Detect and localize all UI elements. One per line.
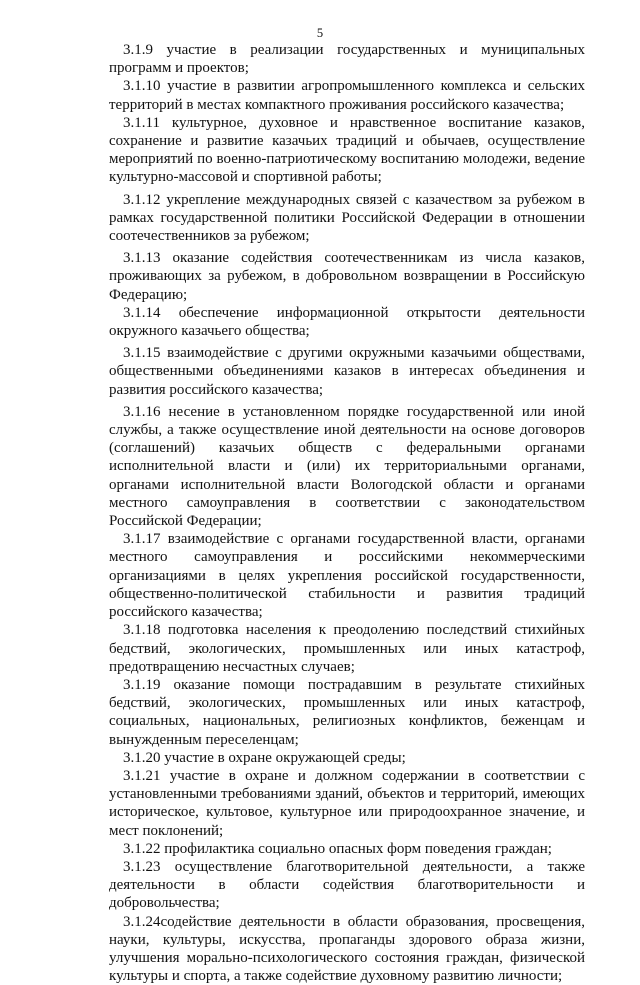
paragraph-3-1-15: 3.1.15 взаимодействие с другими окружными казачьими обществами, общественными объединениями казаков в интересах объединения и развития российского казачества; — [109, 345, 585, 398]
paragraph-3-1-18: 3.1.18 подготовка населения к преодолению последствий стихийных бедствий, экологических, промышленных или иных катастроф, предотвращению несчастных случаев; — [109, 622, 585, 675]
paragraph-3-1-17: 3.1.17 взаимодействие с органами государственной власти, органами местного самоуправления и российскими некоммерческими организациями в целях укрепления российской государственности, общественно-политической стабильности и развития традиций российского казачества; — [109, 531, 585, 621]
paragraph-3-1-12: 3.1.12 укрепление международных связей с казачеством за рубежом в рамках государственной политики Российской Федерации в отношении соотечественников за рубежом; — [109, 191, 585, 245]
paragraph-3-1-23: 3.1.23 осуществление благотворительной деятельности, а также деятельности в области содействия благотворительности и добровольчества; — [109, 858, 585, 912]
paragraph-3-1-21: 3.1.21 участие в охране и должном содержании в соответствии с установленными требованиями зданий, объектов и территорий, имеющих историческое, культовое, культурное или природоохранное значение, и мест поклонений; — [109, 767, 585, 839]
paragraph-3-1-11: 3.1.11 культурное, духовное и нравственное воспитание казаков, сохранение и развитие казачьих традиций и обычаев, осуществление мероприятий по военно-патриотическому воспитанию молодежи, ведение культурно-массовой и спортивной работы; — [109, 114, 585, 186]
paragraph-3-1-19: 3.1.19 оказание помощи пострадавшим в результате стихийных бедствий, экологических, промышленных или иных катастроф, социальных, национальных, религиозных конфликтов, беженцам и вынужденным переселенцам; — [109, 676, 585, 748]
paragraph-3-1-24: 3.1.24содействие деятельности в области образования, просвещения, науки, культуры, искусства, пропаганды здорового образа жизни, улучшения морально-психологического состояния граждан, физической культуры и спорта, а также содействие духовному развитию личности; — [109, 913, 585, 985]
paragraph-3-1-20: 3.1.20 участие в охране окружающей среды; — [123, 749, 406, 766]
paragraph-3-1-14: 3.1.14 обеспечение информационной открытости деятельности окружного казачьего общества; — [109, 304, 585, 340]
paragraph-3-1-10: 3.1.10 участие в развитии агропромышленного комплекса и сельских территорий в местах компактного проживания российского казачества; — [109, 78, 585, 113]
paragraph-3-1-13: 3.1.13 оказание содействия соотечественникам из числа казаков, проживающих за рубежом, в добровольном возвращении в Российскую Федерацию; — [109, 250, 585, 303]
paragraph-3-1-16: 3.1.16 несение в установленном порядке государственной или иной службы, а также осуществление иной деятельности на основе договоров (соглашений) казачьих обществ с федеральными органами исполнительной власти и (или) их территориальными органами, органами исполнительной власти Вологодской области и органами местного самоуправления в соответствии с законодательством Российской Федерации; — [109, 403, 585, 530]
paragraph-3-1-22: 3.1.22 профилактика социально опасных форм поведения граждан; — [123, 840, 552, 857]
paragraph-3-1-9: 3.1.9 участие в реализации государственных и муниципальных программ и проектов; — [109, 42, 585, 77]
page-number: 5 — [316, 26, 324, 40]
document-body — [109, 41, 585, 985]
